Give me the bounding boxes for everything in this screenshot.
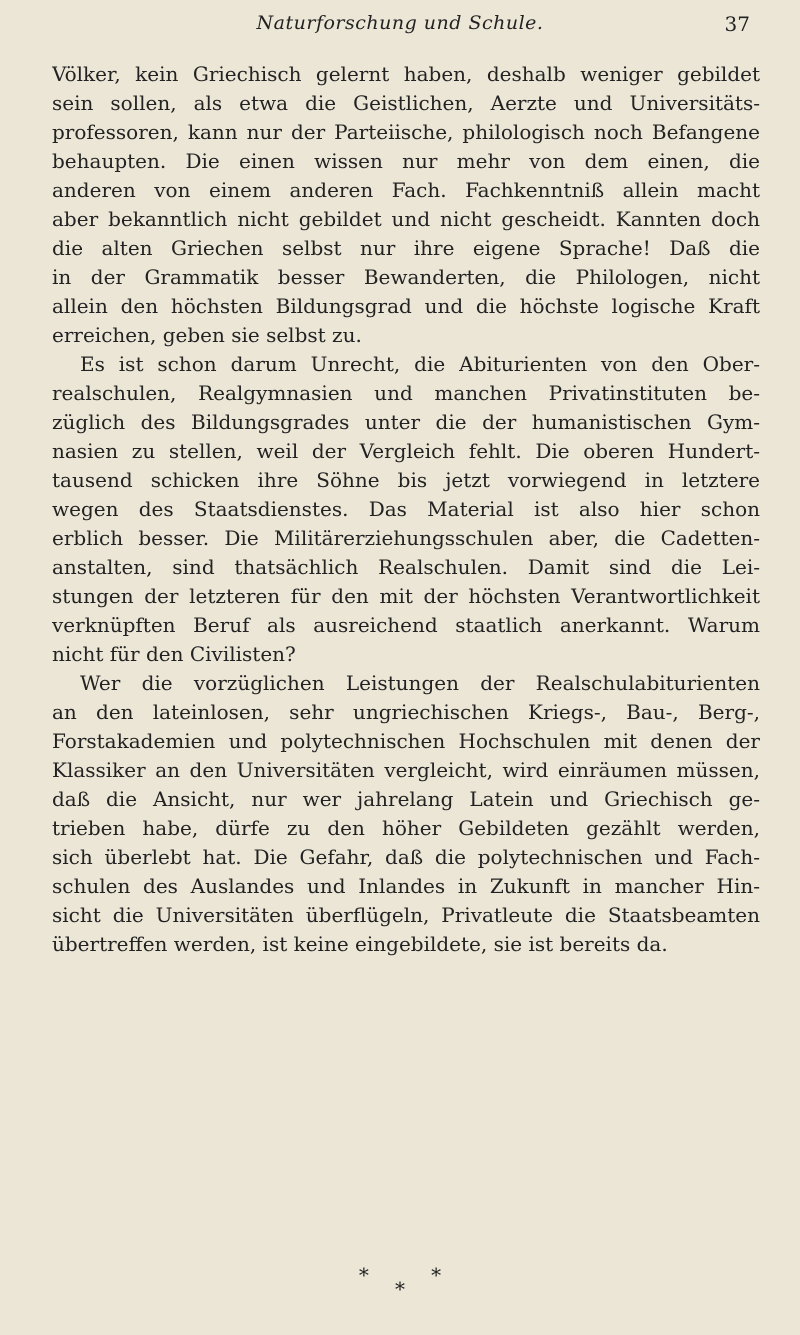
text-line: tausend schicken ihre Söhne bis jetzt vorwiegend in letztere [52,468,760,492]
text-line: sich überlebt hat. Die Gefahr, daß die polytechnischen und Fach- [52,845,760,869]
running-head: Naturforschung und Schule. [256,12,544,34]
text-line: schulen des Auslandes und Inlandes in Zukunft in mancher Hin- [52,874,760,898]
text-line: stungen der letzteren für den mit der höchsten Verantwortlichkeit [52,584,760,608]
text-line: trieben habe, dürfe zu den höher Gebildeten gezählt werden, [52,816,760,840]
text-line: Völker, kein Griechisch gelernt haben, deshalb weniger gebildet [52,62,760,86]
section-break-ornament [0,1263,800,1301]
text-line: nasien zu stellen, weil der Vergleich fehlt. Die oberen Hundert- [52,439,760,463]
text-line: erreichen, geben sie selbst zu. [52,323,362,347]
text-line: wegen des Staatsdienstes. Das Material ist also hier schon [52,497,760,521]
paragraph-start-line: Wer die vorzüglichen Leistungen der Realschulabiturienten [80,671,760,695]
text-line: an den lateinlosen, sehr ungriechischen Kriegs-, Bau-, Berg-, [52,700,760,724]
text-line: erblich besser. Die Militärerziehungsschulen aber, die Cadetten- [52,526,760,550]
text-line: professoren, kann nur der Parteiische, philologisch noch Befangene [52,120,760,144]
text-line: die alten Griechen selbst nur ihre eigene Sprache! Daß die [52,236,760,260]
page-header [0,12,800,42]
text-line: Forstakademien und polytechnischen Hochschulen mit denen der [52,729,760,753]
text-line: allein den höchsten Bildungsgrad und die höchste logische Kraft [52,294,760,318]
text-line: übertreffen werden, ist keine eingebildete, sie ist bereits da. [52,932,668,956]
paragraph-start-line: Es ist schon darum Unrecht, die Abiturienten von den Ober- [80,352,760,376]
asterism-bottom-row [0,1277,800,1301]
text-line: aber bekanntlich nicht gebildet und nicht gescheidt. Kannten doch [52,207,760,231]
page-number: 37 [724,12,750,36]
asterisk: * [358,1263,369,1287]
text-line: daß die Ansicht, nur wer jahrelang Latein und Griechisch ge- [52,787,760,811]
text-line: verknüpften Beruf als ausreichend staatlich anerkannt. Warum [52,613,760,637]
text-line: anstalten, sind thatsächlich Realschulen. Damit sind die Lei- [52,555,760,579]
body-text [52,60,760,959]
text-line: züglich des Bildungsgrades unter die der humanistischen Gym- [52,410,760,434]
text-line: sicht die Universitäten überflügeln, Privatleute die Staatsbeamten [52,903,760,927]
text-line: nicht für den Civilisten? [52,642,296,666]
text-line: anderen von einem anderen Fach. Fachkenntniß allein macht [52,178,760,202]
text-line: Klassiker an den Universitäten vergleicht, wird einräumen müssen, [52,758,760,782]
text-line: realschulen, Realgymnasien und manchen Privatinstituten be- [52,381,760,405]
text-line: sein sollen, als etwa die Geistlichen, Aerzte und Universitäts- [52,91,760,115]
text-line: behaupten. Die einen wissen nur mehr von dem einen, die [52,149,760,173]
text-line: in der Grammatik besser Bewanderten, die Philologen, nicht [52,265,760,289]
asterisk: * [395,1277,405,1301]
asterisk: * [431,1263,442,1287]
